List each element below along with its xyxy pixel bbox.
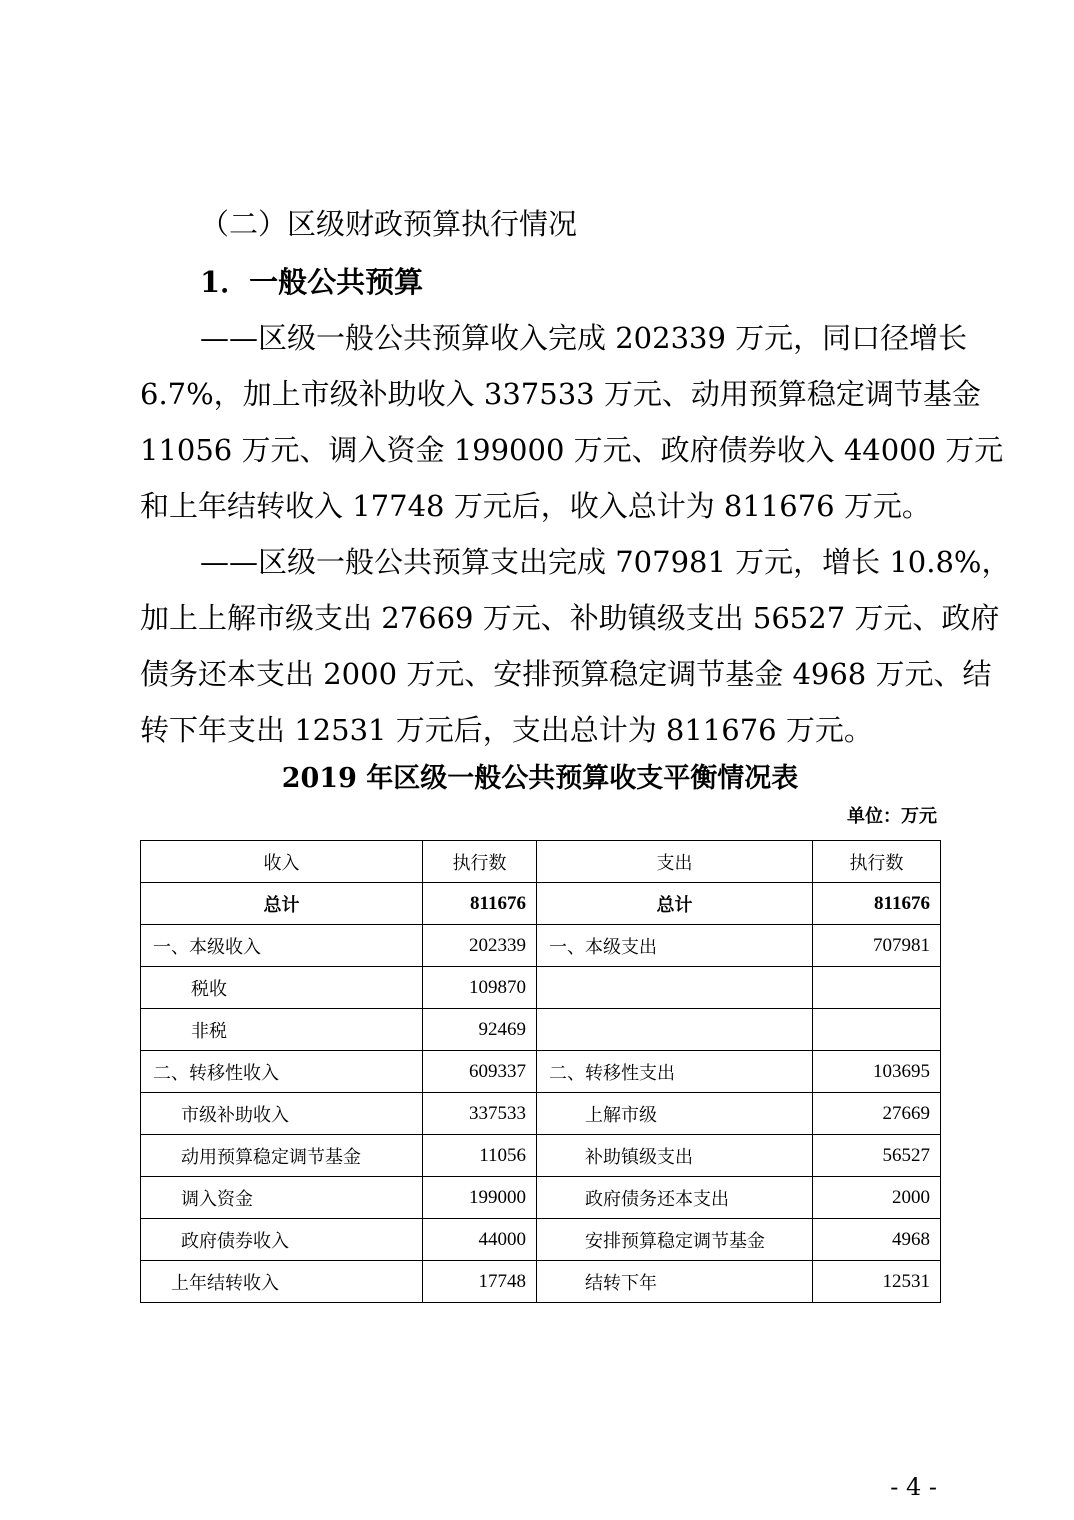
expenditure-item: 上解市级 [537, 1093, 813, 1135]
income-item: 动用预算稳定调节基金 [141, 1135, 423, 1177]
paragraph-line: ——区级一般公共预算收入完成 202339 万元，同口径增长 [200, 321, 968, 355]
expenditure-value [813, 1009, 941, 1051]
income-value: 609337 [423, 1051, 537, 1093]
paragraph-line: 6.7%，加上市级补助收入 337533 万元、动用预算稳定调节基金 [140, 377, 981, 411]
table-row [141, 1093, 941, 1135]
section-heading: （二）区级财政预算执行情况 [200, 207, 578, 241]
table-row [141, 925, 941, 967]
expenditure-item: 安排预算稳定调节基金 [537, 1219, 813, 1261]
income-value: 17748 [423, 1261, 537, 1303]
income-item: 调入资金 [141, 1177, 423, 1219]
table-title: 2019 年区级一般公共预算收支平衡情况表 [281, 763, 799, 794]
total-label: 总计 [537, 883, 813, 925]
income-value: 44000 [423, 1219, 537, 1261]
header-income: 收入 [141, 841, 423, 883]
table-row [141, 1177, 941, 1219]
table-header-row [141, 841, 941, 883]
expenditure-value: 4968 [813, 1219, 941, 1261]
expenditure-value: 2000 [813, 1177, 941, 1219]
income-value: 202339 [423, 925, 537, 967]
income-item: 非税 [141, 1009, 423, 1051]
expenditure-item [537, 967, 813, 1009]
income-value: 11056 [423, 1135, 537, 1177]
income-item: 上年结转收入 [141, 1261, 423, 1303]
expenditure-value: 707981 [813, 925, 941, 967]
page-number: - 4 - [890, 1473, 937, 1501]
header-expenditure: 支出 [537, 841, 813, 883]
table-row [141, 1135, 941, 1177]
income-value: 337533 [423, 1093, 537, 1135]
expenditure-item: 结转下年 [537, 1261, 813, 1303]
table-total-row [141, 883, 941, 925]
total-value: 811676 [813, 883, 941, 925]
paragraph-line: 转下年支出 12531 万元后，支出总计为 811676 万元。 [140, 713, 873, 747]
table-row [141, 1261, 941, 1303]
income-item: 政府债券收入 [141, 1219, 423, 1261]
income-item: 市级补助收入 [141, 1093, 423, 1135]
income-item: 二、转移性收入 [141, 1051, 423, 1093]
table-row [141, 1051, 941, 1093]
expenditure-item [537, 1009, 813, 1051]
table-row [141, 1219, 941, 1261]
income-item: 一、本级收入 [141, 925, 423, 967]
paragraph-line: 加上上解市级支出 27669 万元、补助镇级支出 56527 万元、政府 [140, 601, 1000, 635]
expenditure-value: 103695 [813, 1051, 941, 1093]
expenditure-item: 补助镇级支出 [537, 1135, 813, 1177]
expenditure-item: 二、转移性支出 [537, 1051, 813, 1093]
expenditure-value: 12531 [813, 1261, 941, 1303]
header-executed: 执行数 [813, 841, 941, 883]
total-value: 811676 [423, 883, 537, 925]
expenditure-value: 56527 [813, 1135, 941, 1177]
paragraph-line: 债务还本支出 2000 万元、安排预算稳定调节基金 4968 万元、结 [140, 657, 992, 691]
table-row [141, 1009, 941, 1051]
table-unit: 单位：万元 [847, 806, 937, 827]
income-item: 税收 [141, 967, 423, 1009]
income-value: 199000 [423, 1177, 537, 1219]
expenditure-item: 一、本级支出 [537, 925, 813, 967]
income-value: 92469 [423, 1009, 537, 1051]
total-label: 总计 [141, 883, 423, 925]
table-row [141, 967, 941, 1009]
header-executed: 执行数 [423, 841, 537, 883]
budget-balance-table [140, 840, 941, 1303]
paragraph-line: 和上年结转收入 17748 万元后，收入总计为 811676 万元。 [140, 489, 931, 523]
sub-heading: 1．一般公共预算 [200, 265, 424, 299]
expenditure-item: 政府债务还本支出 [537, 1177, 813, 1219]
paragraph-line: 11056 万元、调入资金 199000 万元、政府债券收入 44000 万元 [140, 433, 1004, 467]
expenditure-value: 27669 [813, 1093, 941, 1135]
paragraph-line: ——区级一般公共预算支出完成 707981 万元，增长 10.8%， [200, 545, 1011, 579]
expenditure-value [813, 967, 941, 1009]
income-value: 109870 [423, 967, 537, 1009]
